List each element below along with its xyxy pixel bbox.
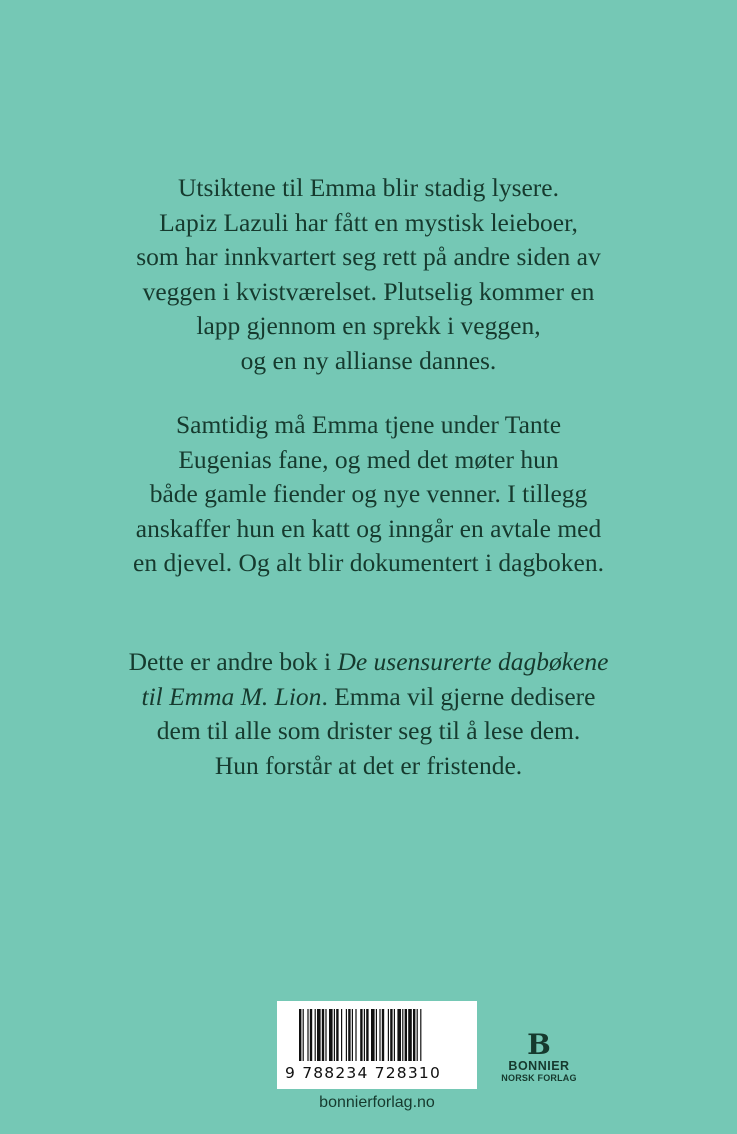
barcode-bar [310, 1009, 312, 1061]
barcode-bar [376, 1009, 377, 1061]
barcode-bar [408, 1009, 412, 1061]
barcode-bar [417, 1009, 418, 1061]
blurb-line: Utsiktene til Emma blir stadig lysere. [177, 173, 559, 202]
barcode-bar [307, 1009, 308, 1061]
barcode-bar [315, 1009, 316, 1061]
barcode-bar [341, 1009, 342, 1061]
barcode-bars [299, 1009, 457, 1061]
barcode-bar [299, 1009, 301, 1061]
blurb-line: lapp gjennom en sprekk i veggen, [196, 311, 541, 341]
publisher-website: bonnierforlag.no [319, 1094, 435, 1111]
barcode-bar [317, 1009, 321, 1061]
barcode-bar [322, 1009, 324, 1061]
barcode-bar [329, 1009, 333, 1061]
barcode-bar [371, 1009, 375, 1061]
isbn-barcode [277, 1001, 477, 1089]
barcode-bar [379, 1009, 380, 1061]
blurb-paragraph-1 [0, 171, 737, 379]
barcode-bar [352, 1009, 353, 1061]
barcode-bar [390, 1009, 392, 1061]
barcode-bar [348, 1009, 350, 1061]
blurb-paragraph-2 [0, 408, 737, 581]
blurb-line: veggen i kvistværelset. Plutselig kommer en [142, 276, 595, 306]
barcode-bar [325, 1009, 326, 1061]
blurb-line: Samtidig må Emma tjene under Tante [175, 410, 562, 439]
barcode-bar [364, 1009, 365, 1061]
publisher-name: BONNIER [508, 1059, 570, 1073]
blurb-line: og en ny allianse dannes. [240, 345, 497, 375]
blurb-line [0, 645, 737, 680]
blurb-line [0, 680, 737, 715]
barcode-bar [413, 1009, 415, 1061]
blurb-line: dem til alle som drister seg til å lese dem. [156, 716, 581, 746]
bonnier-b-icon: B [527, 1028, 551, 1061]
barcode-bar [334, 1009, 335, 1061]
blurb-line: Eugenias fane, og med det møter hun [178, 444, 559, 474]
barcode-bar [397, 1009, 401, 1061]
barcode-bar [366, 1009, 368, 1061]
blurb-line: anskaffer hun en katt og inngår en avtale med [135, 513, 602, 543]
barcode-bar [394, 1009, 395, 1061]
barcode-bar [420, 1009, 421, 1061]
barcode-bar [405, 1009, 407, 1061]
blurb-paragraph-3 [0, 645, 737, 783]
blurb-text: . Emma vil gjerne dedisere [321, 681, 596, 711]
series-title: De usensurerte dagbøkene [337, 647, 609, 676]
isbn-digits: 9 788234 728310 [285, 1064, 442, 1082]
barcode-bar [360, 1009, 362, 1061]
barcode-bar [388, 1009, 389, 1061]
barcode-bar [382, 1009, 384, 1061]
blurb-line: som har innkvartert seg rett på andre siden av [136, 242, 601, 272]
barcode-bar [303, 1009, 304, 1061]
blurb-line: en djevel. Og alt blir dokumentert i dagboken. [133, 548, 604, 578]
barcode-bar [355, 1009, 356, 1061]
barcode-bar [346, 1009, 347, 1061]
publisher-subtitle: NORSK FORLAG [501, 1073, 577, 1083]
blurb-line: Hun forstår at det er fristende. [214, 750, 523, 780]
series-title: til Emma M. Lion [141, 681, 322, 711]
blurb-line: både gamle fiender og nye venner. I tillegg [149, 479, 588, 509]
barcode-bar [402, 1009, 403, 1061]
publisher-logo [496, 1028, 582, 1083]
blurb-text: Dette er andre bok i [128, 647, 338, 676]
barcode-bar [336, 1009, 338, 1061]
blurb-line: Lapiz Lazuli har fått en mystisk leieboer, [159, 207, 578, 237]
